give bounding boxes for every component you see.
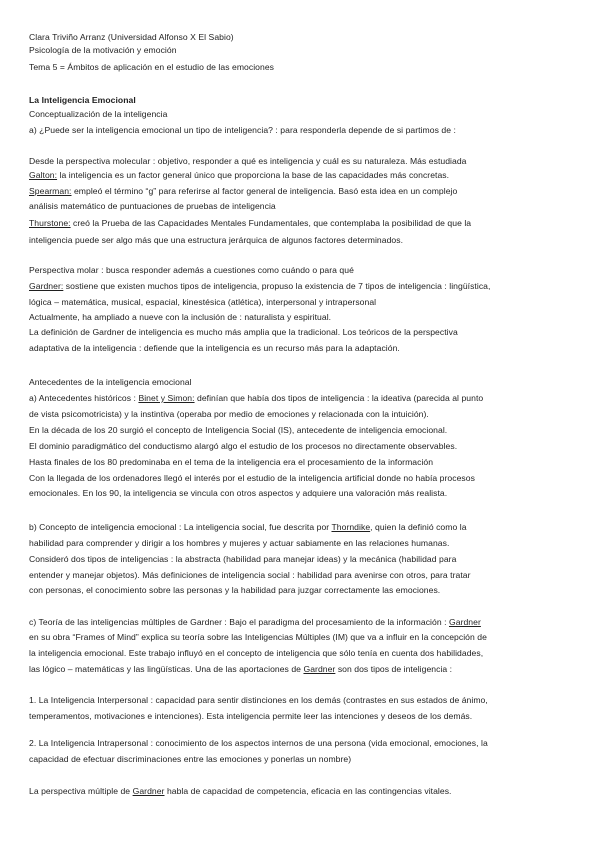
section-heading: Antecedentes de la inteligencia emocional — [29, 377, 192, 387]
paragraph-line: en su obra “Frames of Mind” explica su teoría sobre las Inteligencias Múltiples (IM) que va a influir en la concepción de — [29, 632, 487, 642]
paragraph-line: inteligencia puede ser algo más que una estructura jerárquica de algunos factores determinados. — [29, 235, 404, 245]
paragraph-line: temperamentos, motivaciones e intenciones). Esta inteligencia permite leer las intenciones y deseos de los demás. — [29, 711, 473, 721]
paragraph-line: con personas, el conocimiento sobre las personas y la habilidad para juzgar correctamente las emociones. — [29, 585, 441, 595]
name-gardner: Gardner — [449, 617, 481, 627]
paragraph-line: 1. La Inteligencia Interpersonal : capacidad para sentir distinciones en los demás (contrastes en sus estados de ánimo, — [29, 695, 488, 705]
name-galton: Galton: — [29, 170, 58, 180]
paragraph-line: 2. La Inteligencia Intrapersonal : conocimiento de los aspectos internos de una persona (vida emocional, emociones, la — [29, 738, 488, 748]
paragraph-line: El dominio paradigmático del conductismo alargó algo el estudio de los procesos no directamente observables. — [29, 441, 458, 451]
name-spearman: Spearman: — [29, 186, 72, 196]
paragraph-line: Spearman: empleó el término “g” para referirse al factor general de inteligencia. Basó esta idea en un complejo — [29, 186, 458, 196]
paragraph-line: b) Concepto de inteligencia emocional : La inteligencia social, fue descrita por Thorndike, quien la definió como la — [29, 522, 467, 532]
name-thorndike: Thorndike — [331, 522, 371, 532]
paragraph-line: Actualmente, ha ampliado a nueve con la inclusión de : naturalista y espiritual. — [29, 312, 332, 322]
paragraph-line: Thurstone: creó la Prueba de las Capacidades Mentales Fundamentales, que contemplaba la posibilidad de que la — [29, 218, 472, 228]
paragraph-line: habilidad para comprender y dirigir a los hombres y mujeres y actuar sabiamente en las relaciones humanas. — [29, 538, 450, 548]
paragraph-line: Consideró dos tipos de inteligencias : la abstracta (habilidad para manejar ideas) y la mecánica (habilidad para — [29, 554, 457, 564]
paragraph-line: capacidad de efectuar discriminaciones entre las emociones y ponerlas un nombre) — [29, 754, 352, 764]
paragraph-line: En la década de los 20 surgió el concepto de Inteligencia Social (IS), antecedente de inteligencia emocional. — [29, 425, 448, 435]
paragraph-line: Hasta finales de los 80 predominaba en el tema de la inteligencia era el procesamiento de la información — [29, 457, 434, 467]
section-title: La Inteligencia Emocional — [29, 95, 136, 105]
name-gardner: Gardner — [132, 786, 165, 796]
paragraph-line: adaptativa de la inteligencia : defiende que la inteligencia es un recurso más para la adaptación. — [29, 343, 400, 353]
paragraph-line: Desde la perspectiva molecular : objetivo, responder a qué es inteligencia y cuál es su naturaleza. Más estudiada — [29, 156, 467, 166]
paragraph-line: entender y manejar objetos). Más definiciones de inteligencia social : habilidad para avenirse con otros, para tratar — [29, 570, 471, 580]
topic-line: Tema 5 = Ámbitos de aplicación en el estudio de las emociones — [29, 62, 275, 72]
paragraph-line: c) Teoría de las inteligencias múltiples de Gardner : Bajo el paradigma del procesamiento de la información : Gardner — [29, 617, 481, 627]
paragraph-line: Gardner: sostiene que existen muchos tipos de inteligencia, propuso la existencia de 7 tipos de inteligencia : lingüística, — [29, 281, 491, 291]
name-thurstone: Thurstone: — [29, 218, 71, 228]
paragraph-line: las lógico – matemáticas y las lingüísticas. Una de las aportaciones de Gardner son dos tipos de inteligencia : — [29, 664, 453, 674]
paragraph-line: emocionales. En los 90, la inteligencia se vincula con otros aspectos y adquiere una valoración más realista. — [29, 488, 448, 498]
section-subtitle: Conceptualización de la inteligencia — [29, 109, 168, 119]
name-gardner: Gardner — [303, 664, 336, 674]
course-line: Psicología de la motivación y emoción — [29, 45, 177, 55]
paragraph-line: La perspectiva múltiple de Gardner habla de capacidad de competencia, eficacia en las contingencias vitales. — [29, 786, 452, 796]
name-gardner: Gardner: — [29, 281, 64, 291]
paragraph-line: Galton: la inteligencia es un factor general único que proporciona la base de las capacidades más concretas. — [29, 170, 450, 180]
paragraph-line: de vista psicomotricista) y la instintiva (operaba por medio de emociones y relacionada con la intuición). — [29, 409, 429, 419]
name-binet-simon: Binet y Simon: — [138, 393, 195, 403]
author-line: Clara Triviño Arranz (Universidad Alfonso X El Sabio) — [29, 32, 234, 42]
paragraph-line: a) Antecedentes históricos : Binet y Simon: definían que había dos tipos de inteligencia : la ideativa (parecida al punto — [29, 393, 484, 403]
paragraph-line: La definición de Gardner de inteligencia es mucho más amplia que la tradicional. Los teóricos de la perspectiva — [29, 327, 458, 337]
paragraph-line: Con la llegada de los ordenadores llegó el interés por el estudio de la inteligencia artificial donde no había procesos — [29, 473, 475, 483]
paragraph-line: lógica – matemática, musical, espacial, kinestésica (atlética), interpersonal y intrapersonal — [29, 297, 377, 307]
paragraph-line: la inteligencia emocional. Este trabajo influyó en el concepto de inteligencia que sólo tenía en cuenta dos habilidades, — [29, 648, 484, 658]
paragraph-line: análisis matemático de puntuaciones de pruebas de inteligencia — [29, 201, 276, 211]
paragraph-line: Perspectiva molar : busca responder además a cuestiones como cuándo o para qué — [29, 265, 354, 275]
paragraph-line: a) ¿Puede ser la inteligencia emocional un tipo de inteligencia? : para responderla depende de si partimos de : — [29, 125, 456, 135]
